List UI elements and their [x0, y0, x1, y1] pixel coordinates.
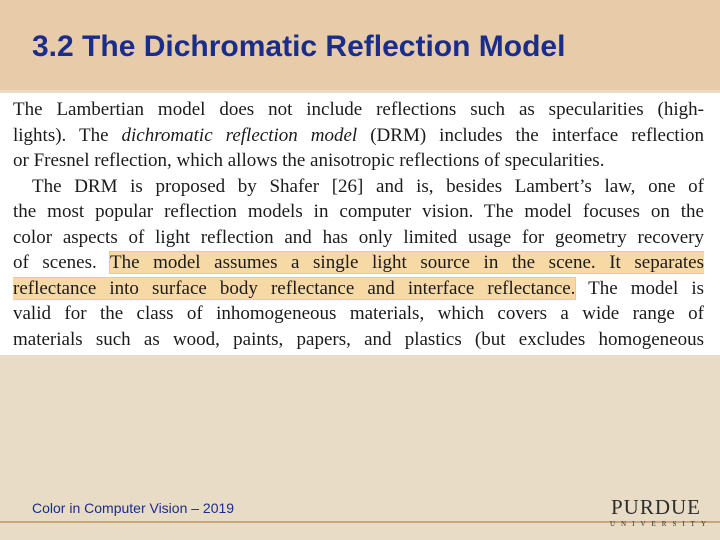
excerpt-line: The DRM is proposed by Shafer [26] and is, besides Lambert’s law, one of — [13, 175, 704, 197]
excerpt-line — [13, 250, 704, 276]
excerpt-line — [13, 123, 704, 149]
excerpt-line: valid for the class of inhomogeneous materials, which covers a wide range of — [13, 303, 704, 324]
excerpt-text: The model is — [575, 277, 704, 299]
slide-header — [0, 0, 720, 90]
excerpt-line — [13, 276, 704, 302]
excerpt-line: materials such as wood, paints, papers, and plastics (but excludes homogeneous — [13, 328, 704, 350]
excerpt-line: color aspects of light reflection and has only limited usage for geometry recovery — [13, 226, 704, 248]
logo-subtitle: UNIVERSITY — [610, 520, 712, 528]
footer-text: Color in Computer Vision – 2019 — [32, 500, 235, 516]
excerpt-line: The Lambertian model does not include reflections such as specularities (high- — [13, 99, 704, 120]
purdue-logo — [606, 495, 712, 532]
slide-title: 3.2 The Dichromatic Reflection Model — [32, 30, 566, 63]
highlighted-text: The model assumes a single light source in the scene. It separates — [109, 252, 704, 273]
excerpt-line: the most popular reflection models in computer vision. The model focuses on the — [13, 201, 704, 222]
logo-name: PURDUE — [610, 495, 701, 519]
excerpt-text: dichromatic reflection model — [121, 124, 358, 146]
excerpt-line: or Fresnel reflection, which allows the anisotropic reflections of specularities. — [13, 150, 605, 171]
highlighted-text: reflectance into surface body reflectance and interface reflectance. — [13, 277, 576, 299]
excerpt-text: (DRM) includes the interface reflection — [357, 124, 704, 146]
excerpt-text: of scenes. — [13, 252, 110, 273]
excerpt-text: lights). The — [13, 124, 122, 146]
text-excerpt-image — [0, 93, 720, 355]
